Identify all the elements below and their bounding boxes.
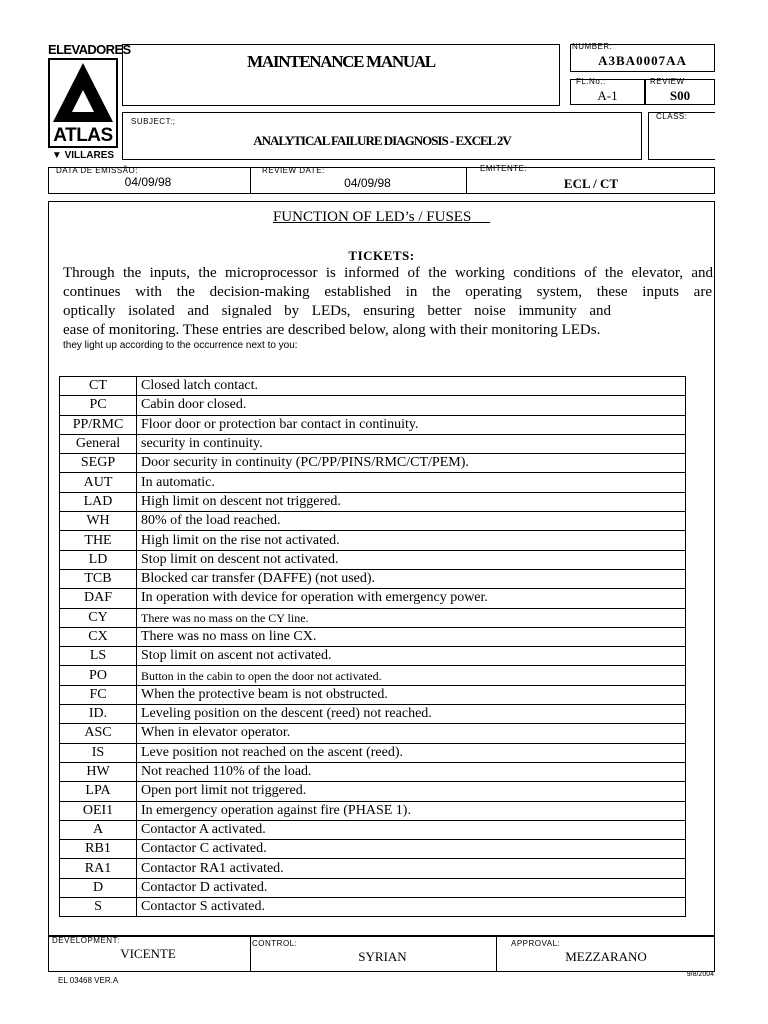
table-row (60, 434, 686, 453)
subject-label: SUBJECT:; (131, 117, 176, 126)
table-row (60, 898, 686, 917)
class-label: CLASS: (656, 112, 688, 121)
approval-value: MEZZARANO (565, 949, 647, 964)
led-description: There was no mass on line CX. (137, 627, 686, 646)
led-description: Door security in continuity (PC/PP/PINS/RMC/CT/PEM). (137, 454, 686, 473)
led-code: LPA (60, 782, 137, 801)
table-row (60, 801, 686, 820)
approval-label: APPROVAL: (511, 939, 561, 948)
led-code: OEI1 (60, 801, 137, 820)
emission-date-value: 04/09/98 (124, 175, 172, 189)
led-description: High limit on the rise not activated. (137, 531, 686, 550)
led-code: AUT (60, 473, 137, 492)
number-value: A3BA0007AA (598, 53, 687, 68)
table-row (60, 666, 686, 685)
led-code: A (60, 820, 137, 839)
led-code: S (60, 898, 137, 917)
led-code: D (60, 878, 137, 897)
form-code: EL 03468 VER.A (58, 976, 119, 985)
table-row (60, 840, 686, 859)
atlas-a-logo-icon (50, 60, 116, 126)
led-description: Blocked car transfer (DAFFE) (not used). (137, 569, 686, 588)
table-row (60, 782, 686, 801)
table-row (60, 724, 686, 743)
table-row (60, 550, 686, 569)
emitente-label: EMITENTE: (480, 164, 528, 173)
tickets-title: TICKETS: (348, 248, 415, 263)
led-description: When in elevator operator. (137, 724, 686, 743)
intro-line: Through the inputs, the microprocessor is informed of the working conditions of the elevator, and (63, 265, 713, 281)
development-value: VICENTE (120, 946, 176, 961)
led-description: Stop limit on descent not activated. (137, 550, 686, 569)
table-row (60, 415, 686, 434)
table-row (60, 377, 686, 396)
led-code: PP/RMC (60, 415, 137, 434)
table-row (60, 396, 686, 415)
led-description: Contactor RA1 activated. (137, 859, 686, 878)
led-code: RA1 (60, 859, 137, 878)
led-description: In emergency operation against fire (PHASE 1). (137, 801, 686, 820)
emission-date-label: DATA DE EMISSÃO: (56, 166, 138, 175)
led-code: RB1 (60, 840, 137, 859)
table-row (60, 627, 686, 646)
led-code: LAD (60, 492, 137, 511)
table-row (60, 569, 686, 588)
led-description: Contactor A activated. (137, 820, 686, 839)
led-code: TCB (60, 569, 137, 588)
led-code: WH (60, 512, 137, 531)
table-row (60, 859, 686, 878)
development-label: DEVELOPMENT: (52, 936, 120, 945)
intro-line: optically isolated and signaled by LEDs, ensuring better noise immunity and (63, 303, 611, 319)
intro-line: ease of monitoring. These entries are described below, along with their monitoring LEDs. (63, 322, 601, 338)
table-row (60, 492, 686, 511)
subject-value: ANALYTICAL FAILURE DIAGNOSIS - EXCEL 2V (253, 133, 511, 148)
led-code: HW (60, 762, 137, 781)
led-code: SEGP (60, 454, 137, 473)
led-code: PO (60, 666, 137, 685)
led-code: ID. (60, 705, 137, 724)
led-code: CX (60, 627, 137, 646)
led-description: Closed latch contact. (137, 377, 686, 396)
logo-sub-brand: ▼ VILLARES (51, 150, 115, 161)
table-row (60, 531, 686, 550)
table-row (60, 589, 686, 608)
led-code: FC (60, 685, 137, 704)
table-row (60, 743, 686, 762)
led-description: Stop limit on ascent not activated. (137, 647, 686, 666)
led-description: When the protective beam is not obstructed. (137, 685, 686, 704)
print-date: 9/8/2004 (686, 971, 714, 978)
section-title: FUNCTION OF LED’s / FUSES (272, 209, 472, 225)
number-label: NUMBER: (572, 42, 613, 51)
led-description: Floor door or protection bar contact in continuity. (137, 415, 686, 434)
table-row (60, 878, 686, 897)
led-description: 80% of the load reached. (137, 512, 686, 531)
led-code: DAF (60, 589, 137, 608)
logo-top-text: ELEVADORES (48, 42, 131, 57)
table-row (60, 705, 686, 724)
led-code: THE (60, 531, 137, 550)
review-value: S00 (669, 88, 691, 103)
led-description: Contactor S activated. (137, 898, 686, 917)
led-description: security in continuity. (137, 434, 686, 453)
led-description: In automatic. (137, 473, 686, 492)
led-table (59, 376, 686, 917)
intro-paragraph (63, 264, 713, 340)
led-description: In operation with device for operation with emergency power. (137, 589, 686, 608)
led-description: Cabin door closed. (137, 396, 686, 415)
table-row (60, 820, 686, 839)
led-code: LS (60, 647, 137, 666)
led-code: General (60, 434, 137, 453)
emitente-value: ECL / CT (563, 176, 619, 191)
led-description: Leve position not reached on the ascent (reed). (137, 743, 686, 762)
table-row (60, 647, 686, 666)
villares-icon: ▼ (51, 150, 62, 161)
led-description: There was no mass on the CY line. (137, 608, 686, 627)
led-code: CT (60, 377, 137, 396)
review-date-label: REVIEW DATE: (262, 166, 325, 175)
led-description: Button in the cabin to open the door not activated. (137, 666, 686, 685)
review-label: REVIEW (650, 77, 685, 86)
led-code: LD (60, 550, 137, 569)
led-description: Not reached 110% of the load. (137, 762, 686, 781)
table-row (60, 608, 686, 627)
intro-note: they light up according to the occurrence next to you: (63, 340, 298, 351)
table-row (60, 512, 686, 531)
led-description: Leveling position on the descent (reed) not reached. (137, 705, 686, 724)
table-row (60, 473, 686, 492)
control-label: CONTROL: (252, 939, 298, 948)
fl-value: A-1 (597, 88, 618, 103)
logo-brand: ATLAS (53, 125, 113, 146)
led-code: CY (60, 608, 137, 627)
led-code: ASC (60, 724, 137, 743)
led-description: Contactor C activated. (137, 840, 686, 859)
table-row (60, 762, 686, 781)
led-description: Open port limit not triggered. (137, 782, 686, 801)
intro-line: continues with the decision-making established in the operating system, these inputs are (63, 284, 712, 300)
fl-label: FL.No.: (576, 77, 606, 86)
led-code: PC (60, 396, 137, 415)
review-date-value: 04/09/98 (344, 176, 391, 190)
document-title: MAINTENANCE MANUAL (247, 52, 435, 71)
led-description: High limit on descent not triggered. (137, 492, 686, 511)
table-row (60, 685, 686, 704)
led-description: Contactor D activated. (137, 878, 686, 897)
control-value: SYRIAN (358, 949, 407, 964)
led-code: IS (60, 743, 137, 762)
table-row (60, 454, 686, 473)
